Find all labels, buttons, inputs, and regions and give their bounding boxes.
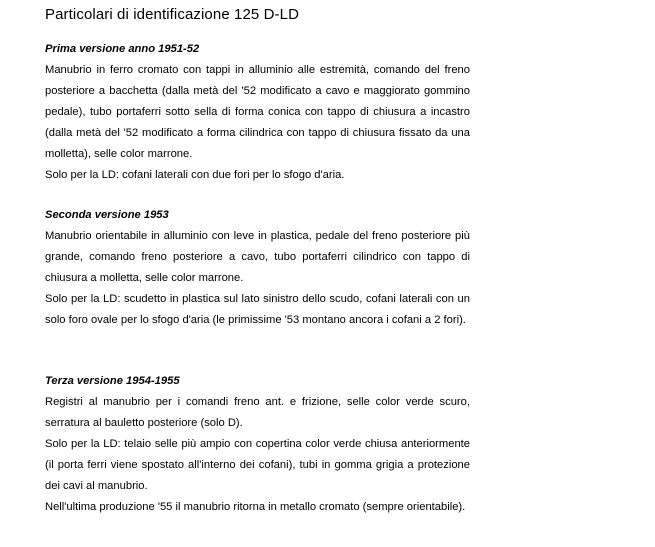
section-heading: Prima versione anno 1951-52 (45, 43, 200, 55)
section-heading: Seconda versione 1953 (45, 209, 169, 221)
page-title: Particolari di identificazione 125 D-LD (45, 6, 300, 23)
section-paragraph: Nell'ultima produzione '55 il manubrio ritorna in metallo cromato (sempre orientabile). (45, 501, 466, 513)
section-terza-versione (45, 371, 470, 518)
section-heading: Terza versione 1954-1955 (45, 375, 180, 387)
section-paragraph: Manubrio orientabile in alluminio con leve in plastica, pedale del freno posteriore più grande, comando freno posteriore a cavo, tubo portaferri cilindrico con tappo di chiusura a molletta, selle color marrone. (45, 230, 470, 284)
section-paragraph: Registri al manubrio per i comandi freno ant. e frizione, selle color verde scuro, serratura al bauletto posteriore (solo D). (45, 396, 470, 429)
section-paragraph: Solo per la LD: cofani laterali con due fori per lo sfogo d'aria. (45, 169, 345, 181)
section-paragraph: Solo per la LD: telaio selle più ampio con copertina color verde chiusa anteriormente (il porta ferri viene spostato all'interno dei cofani), tubi in gomma grigia a protezione dei cavi al manubrio. (45, 438, 470, 492)
section-prima-versione (45, 39, 470, 186)
section-paragraph: Solo per la LD: scudetto in plastica sul lato sinistro dello scudo, cofani laterali con un solo foro ovale per lo sfogo d'aria (le primissime '53 montano ancora i cofani a 2 fori). (45, 293, 470, 326)
section-seconda-versione (45, 205, 470, 331)
section-paragraph: Manubrio in ferro cromato con tappi in alluminio alle estremità, comando del freno posteriore a bacchetta (dalla metà del '52 modificato a cavo e maggiorato gommino pedale), tubo portaferri sotto sella di forma conica con tappo di chiusura a incastro (dalla metà del '52 modificato a forma cilindrica con tappo di chiusura fissato da una molletta), selle color marrone. (45, 64, 470, 160)
